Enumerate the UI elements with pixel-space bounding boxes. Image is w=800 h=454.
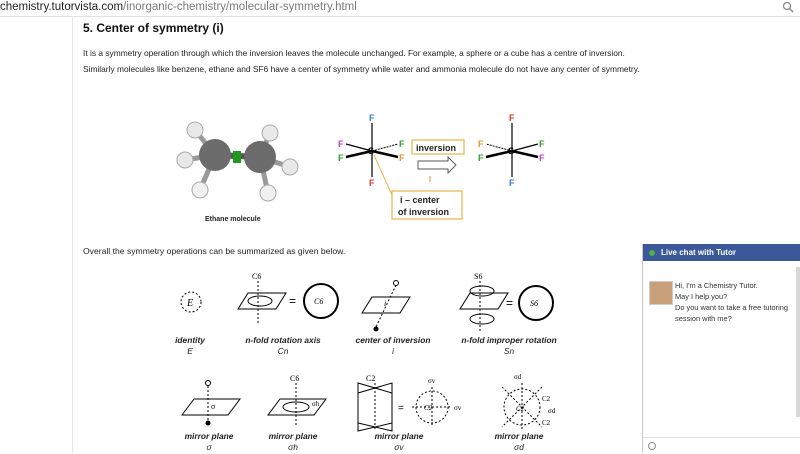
svg-text:F: F xyxy=(338,153,344,163)
caption-rotation-axis: n-fold rotation axis Cn xyxy=(245,335,321,356)
svg-text:C2: C2 xyxy=(542,419,551,427)
svg-text:F: F xyxy=(399,153,405,163)
svg-text:σv: σv xyxy=(454,404,462,412)
ethane-caption: Ethane molecule xyxy=(205,216,261,223)
caption-identity: identity E xyxy=(175,335,205,356)
svg-text:S: S xyxy=(368,146,375,156)
search-icon[interactable] xyxy=(782,1,794,13)
svg-text:i – center: i – center xyxy=(400,195,440,205)
improper-rotation-diagram xyxy=(448,271,558,337)
caption-mirror-plane-d: mirror plane σd xyxy=(494,431,544,452)
chat-input[interactable] xyxy=(643,437,800,454)
caption-mirror-plane: mirror plane σ xyxy=(184,431,234,452)
svg-text:=: = xyxy=(398,403,404,414)
svg-text:C2: C2 xyxy=(366,374,376,383)
svg-text:F: F xyxy=(539,139,545,149)
svg-text:F: F xyxy=(509,113,515,123)
dihedral-mirror-diagram xyxy=(488,371,568,433)
url-host: chemistry.tutorvista.com xyxy=(0,1,124,13)
caption-inversion-center: center of inversion i xyxy=(355,335,431,356)
url-path: /inorganic-chemistry/molecular-symmetry.html xyxy=(123,1,357,13)
svg-text:C2: C2 xyxy=(516,405,525,413)
caption-mirror-plane-v: mirror plane σv xyxy=(374,431,424,452)
live-chat-widget[interactable] xyxy=(642,244,800,453)
svg-text:C6: C6 xyxy=(314,297,324,306)
svg-text:F: F xyxy=(478,139,484,149)
svg-text:F: F xyxy=(478,153,484,163)
svg-text:σd: σd xyxy=(514,373,522,381)
svg-text:C6: C6 xyxy=(290,374,300,383)
svg-text:of inversion: of inversion xyxy=(398,207,450,217)
svg-text:σd: σd xyxy=(548,407,556,415)
left-gutter xyxy=(0,17,73,453)
chat-header-title: Live chat with Tutor xyxy=(661,248,736,257)
inversion-center-diagram xyxy=(354,275,414,335)
caption-mirror-plane-h: mirror plane σh xyxy=(268,431,318,452)
address-bar[interactable] xyxy=(0,0,800,17)
svg-text:F: F xyxy=(539,153,545,163)
svg-text:σ: σ xyxy=(211,402,216,411)
svg-text:S: S xyxy=(508,146,515,156)
svg-text:=: = xyxy=(289,294,297,308)
summary-text: Overall the symmetry operations can be summarized as given below. xyxy=(83,246,346,256)
scrollbar[interactable] xyxy=(796,267,800,417)
horizontal-mirror-diagram xyxy=(262,373,332,427)
svg-text:F: F xyxy=(509,178,515,188)
online-status-icon xyxy=(649,250,655,256)
svg-text:i: i xyxy=(384,299,387,308)
svg-text:C6: C6 xyxy=(252,272,262,281)
emoji-icon[interactable] xyxy=(648,442,656,450)
mirror-plane-diagram xyxy=(176,377,246,427)
ethane-molecule-image xyxy=(170,105,300,215)
svg-text:=: = xyxy=(506,296,514,310)
svg-text:S6: S6 xyxy=(474,272,483,281)
svg-text:inversion: inversion xyxy=(416,143,457,153)
chat-header[interactable] xyxy=(643,244,800,261)
svg-text:F: F xyxy=(338,139,344,149)
identity-diagram xyxy=(176,287,206,317)
sf6-inversion-diagram xyxy=(330,109,560,224)
chat-message: Hi, I'm a Chemistry Tutor. May I help you? Do you want to take a free tutoring session with me? xyxy=(675,281,788,323)
svg-text:F: F xyxy=(369,178,375,188)
svg-text:σv: σv xyxy=(428,377,436,385)
svg-text:S6: S6 xyxy=(530,299,538,308)
svg-text:F: F xyxy=(399,139,405,149)
svg-text:C2: C2 xyxy=(424,404,433,412)
article-paragraph: It is a symmetry operation through which the inversion leaves the molecule unchanged. For example, a sphere or a cube has a centre of inversion. Similarly molecules like benzene, ethane and SF6 have a center of symmetry while water and ammonia molecule do not have any center of symmetry. xyxy=(83,48,640,74)
svg-text:F: F xyxy=(369,113,375,123)
svg-text:E: E xyxy=(187,298,194,309)
svg-text:σh: σh xyxy=(312,400,320,408)
rotation-axis-diagram xyxy=(226,271,346,331)
tutor-avatar xyxy=(649,281,673,305)
section-title: 5. Center of symmetry (i) xyxy=(83,21,224,35)
caption-improper-rotation: n-fold improper rotation Sn xyxy=(461,335,557,356)
svg-text:C2: C2 xyxy=(542,395,551,403)
vertical-mirror-diagram xyxy=(352,373,472,433)
